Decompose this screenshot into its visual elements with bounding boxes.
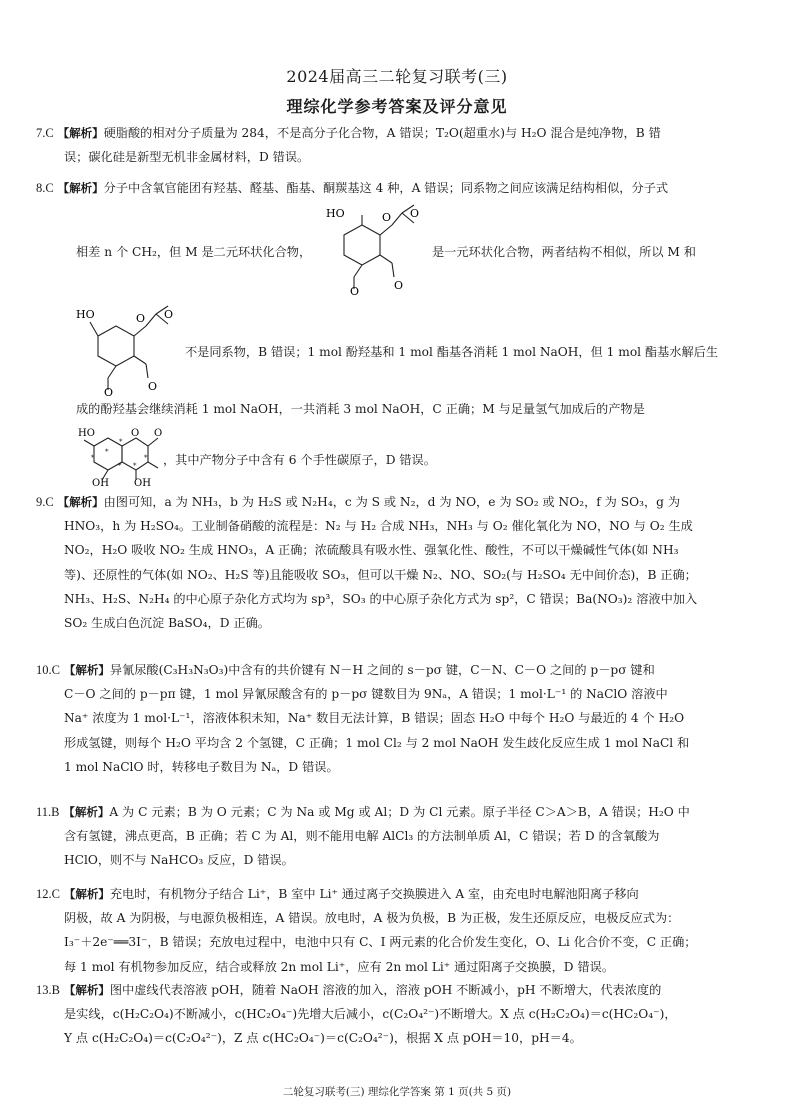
s3-ho-label: HO [78, 428, 95, 439]
q9-number: 9.C [36, 495, 54, 509]
q7-text-2: 误；碳化硅是新型无机非金属材料，D 错误。 [64, 150, 310, 165]
q8-text-1: 分子中含氧官能团有羟基、醛基、酯基、酮羰基这 4 种，A 错误；同系物之间应该满足结构相似，分子式 [103, 181, 669, 195]
q9-jiexi-tag: 【解析】 [57, 495, 104, 509]
q10-text-5: 1 mol NaClO 时，转移电子数目为 Nₐ，D 错误。 [64, 759, 339, 774]
svg-text:*: * [133, 462, 137, 470]
s1-carbonyl-o-label: O [410, 207, 420, 220]
answer-q8 [36, 176, 760, 200]
q12-text-2: 阴极，故 A 为阴极，与电源负极相连，A 错误。放电时，A 极为负极，B 为正极，发生还原反应，电极反应式为： [64, 911, 680, 926]
s2-ho-label: HO [76, 308, 95, 321]
q11-text-1: A 为 C 元素；B 为 O 元素；C 为 Na 或 Mg 或 Al；D 为 Cl 元素。原子半径 C＞A＞B，A 错误；H₂O 中 [109, 805, 690, 819]
s3-oh-label: OH [134, 478, 151, 486]
q13-jiexi-tag: 【解析】 [63, 983, 110, 997]
q9-text-3: NO₂，H₂O 吸收 NO₂ 生成 HNO₃，A 正确；浓硫酸具有吸水性、强氧化性、酸性，不可以干燥碱性气体(如 NH₃ [64, 543, 679, 558]
q10-number: 10.C [36, 663, 60, 677]
s1-ester-o-label: O [382, 211, 392, 224]
q9-text-4: 等)、还原性的气体(如 NO₂、H₂S 等)且能吸收 SO₃，但可以干燥 N₂、NO、SO₂(与 H₂SO₄ 无中间价态)，B 正确； [64, 567, 697, 582]
q8-jiexi-tag: 【解析】 [57, 181, 104, 195]
answer-q10 [36, 658, 760, 779]
q9-text-6: SO₂ 生成白色沉淀 BaSO₄，D 正确。 [64, 616, 270, 631]
q8-text-2b: 是一元环状化合物，两者结构不相似，所以 M 和 [432, 245, 696, 259]
q11-text-2: 含有氢键，沸点更高，B 正确；若 C 为 Al，则不能用电解 AlCl₃ 的方法制单质 Al，C 错误；若 D 的含氧酸为 [64, 829, 660, 844]
q11-jiexi-tag: 【解析】 [63, 805, 110, 819]
q10-text-2: C－O 之间的 p－pπ 键，1 mol 异氰尿酸含有的 p－pσ 键数目为 9Nₐ，A 错误；1 mol·L⁻¹ 的 NaClO 溶液中 [64, 687, 668, 702]
q10-text-1: 异氰尿酸(C₃H₃N₃O₃)中含有的共价键有 N－H 之间的 s－pσ 键，C－N、C－O 之间的 p－pσ 键和 [109, 663, 655, 677]
s2-carbonyl-o-label: O [164, 308, 174, 321]
q8-text-5: ，其中产物分子中含有 6 个手性碳原子，D 错误。 [163, 453, 436, 467]
q7-number: 7.C [36, 126, 54, 140]
svg-text:*: * [91, 454, 95, 462]
s1-ho-label: HO [326, 207, 345, 220]
s3-carbonyl-o-label: O [154, 428, 163, 439]
answer-q11 [36, 800, 760, 873]
svg-text:*: * [118, 462, 122, 470]
q10-jiexi-tag: 【解析】 [63, 663, 110, 677]
q10-text-4: 形成氢键，则每个 H₂O 平均含 2 个氢键，C 正确；1 mol Cl₂ 与 2 mol NaOH 发生歧化反应生成 1 mol NaCl 和 [64, 735, 690, 750]
q12-number: 12.C [36, 887, 60, 901]
q9-text-1: 由图可知，a 为 NH₃，b 为 H₂S 或 N₂H₄，c 为 S 或 N₂，d 为 NO，e 为 SO₂ 或 NO₂，f 为 SO₃，g 为 [103, 495, 681, 509]
q11-number: 11.B [36, 805, 60, 819]
q12-text-3: I₃⁻＋2e⁻══3I⁻，B 错误；充放电过程中，电池中只有 C、I 两元素的化合价发生变化，O、Li 化合价不变，C 正确； [64, 935, 697, 950]
q8-text-4: 成的酚羟基会继续消耗 1 mol NaOH，一共消耗 3 mol NaOH，C 正确；M 与足量氢气加成后的产物是 [76, 402, 645, 416]
structure-product [78, 424, 164, 486]
q9-text-2: HNO₃，h 为 H₂SO₄。工业制备硝酸的流程是：N₂ 与 H₂ 合成 NH₃，NH₃ 与 O₂ 催化氧化为 NO，NO 与 O₂ 生成 [64, 519, 693, 534]
q12-jiexi-tag: 【解析】 [63, 887, 110, 901]
answer-q13 [36, 978, 760, 1051]
svg-text:*: * [144, 454, 148, 462]
q8-number: 8.C [36, 181, 54, 195]
q12-text-1: 充电时，有机物分子结合 Li⁺，B 室中 Li⁺ 通过离子交换膜进入 A 室，由充电时电解池阳离子移向 [109, 887, 639, 901]
answer-q12 [36, 882, 760, 979]
q13-number: 13.B [36, 983, 60, 997]
svg-text:*: * [105, 448, 109, 456]
q11-text-3: HClO，则不与 NaHCO₃ 反应，D 错误。 [64, 853, 294, 868]
q12-text-4: 每 1 mol 有机物参加反应，结合或释放 2n mol Li⁺，应有 2n mol Li⁺ 通过阳离子交换膜，D 错误。 [64, 959, 615, 974]
answer-key-subtitle: 理综化学参考答案及评分意见 [286, 97, 508, 116]
q13-text-2: 是实线，c(H₂C₂O₄)不断减小，c(HC₂O₄⁻)先增大后减小，c(C₂O₄²⁻)不断增大。X 点 c(H₂C₂O₄)＝c(HC₂O₄⁻)， [64, 1007, 677, 1022]
s3-ring-o-label: O [131, 428, 140, 439]
s1-aldehyde-o2-label: O [350, 285, 360, 295]
q7-jiexi-tag: 【解析】 [57, 126, 104, 140]
exam-title: 2024届高三二轮复习联考(三) [286, 67, 508, 86]
q9-text-5: NH₃、H₂S、N₂H₄ 的中心原子杂化方式均为 sp³，SO₃ 的中心原子杂化方式为 sp²，C 错误；Ba(NO₃)₂ 溶液中加入 [64, 591, 698, 606]
s1-aldehyde-o-label: O [394, 279, 404, 292]
q13-text-3: Y 点 c(H₂C₂O₄)＝c(C₂O₄²⁻)，Z 点 c(HC₂O₄⁻)＝c(C₂O₄²⁻)，根据 X 点 pOH＝10，pH＝4。 [64, 1031, 582, 1046]
structure-compound-1 [322, 203, 432, 295]
s3-sub-oh-label: OH [92, 478, 109, 486]
q8-text-2a: 相差 n 个 CH₂，但 M 是二元环状化合物， [76, 245, 312, 259]
q7-text-1: 硬脂酸的相对分子质量为 284，不是高分子化合物，A 错误；T₂O(超重水)与 H₂O 混合是纯净物，B 错 [103, 126, 661, 140]
structure-compound-2 [76, 304, 186, 396]
s2-ester-o-label: O [136, 312, 146, 325]
s2-aldehyde-o2-label: O [104, 386, 114, 396]
answer-q9 [36, 490, 760, 635]
s2-aldehyde-o-label: O [148, 380, 158, 393]
svg-text:*: * [119, 438, 123, 446]
q13-text-1: 图中虚线代表溶液 pOH，随着 NaOH 溶液的加入，溶液 pOH 不断减小，pH 不断增大，代表浓度的 [109, 983, 662, 997]
q8-text-3: 不是同系物，B 错误；1 mol 酚羟基和 1 mol 酯基各消耗 1 mol NaOH，但 1 mol 酯基水解后生 [185, 345, 719, 359]
q10-text-3: Na⁺ 浓度为 1 mol·L⁻¹，溶液体积未知，Na⁺ 数目无法计算，B 错误；固态 H₂O 中每个 H₂O 与最近的 4 个 H₂O [64, 711, 685, 726]
page-footer: 二轮复习联考(三) 理综化学答案 第 1 页(共 5 页) [282, 1086, 512, 1098]
answer-q7 [36, 121, 760, 169]
